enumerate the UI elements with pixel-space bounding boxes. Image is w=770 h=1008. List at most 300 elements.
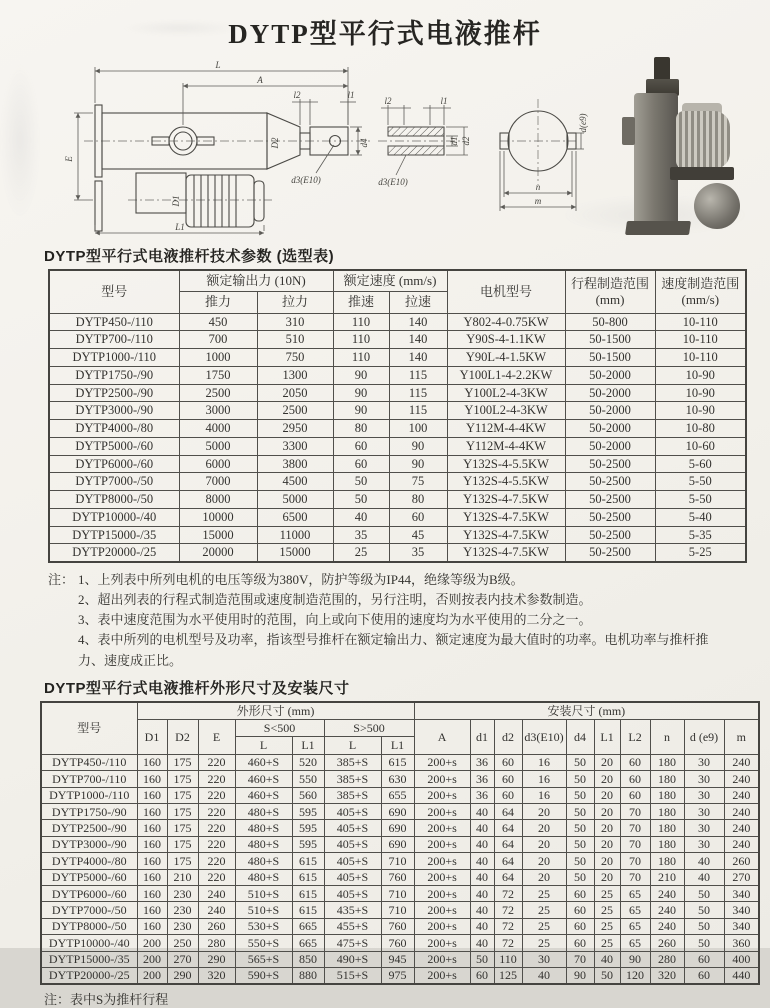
value-cell: 515+S bbox=[324, 967, 381, 984]
value-cell: 20 bbox=[594, 804, 620, 820]
value-cell: 60 bbox=[684, 967, 724, 984]
value-cell: 5-50 bbox=[655, 491, 746, 509]
photo-motor bbox=[676, 111, 730, 169]
value-cell: 25 bbox=[522, 902, 566, 918]
value-cell: 160 bbox=[137, 918, 167, 934]
table1-caption: DYTP型平行式电液推杆技术参数 (选型表) bbox=[44, 248, 335, 265]
value-cell: 405+S bbox=[324, 886, 381, 902]
col-A: A bbox=[414, 720, 470, 755]
value-cell: 90 bbox=[620, 951, 650, 967]
value-cell: 15000 bbox=[257, 544, 333, 562]
value-cell: Y100L1-4-2.2KW bbox=[447, 366, 565, 384]
value-cell: 240 bbox=[724, 836, 759, 852]
value-cell: 480+S bbox=[235, 869, 292, 885]
model-cell: DYTP700-/110 bbox=[49, 331, 179, 349]
value-cell: 50-1500 bbox=[565, 349, 655, 367]
value-cell: 60 bbox=[494, 787, 522, 803]
value-cell: 710 bbox=[381, 902, 414, 918]
photo-piston-rod bbox=[654, 57, 670, 81]
value-cell: 160 bbox=[137, 787, 167, 803]
value-cell: 20 bbox=[522, 820, 566, 836]
technical-drawing bbox=[48, 55, 588, 239]
value-cell: 160 bbox=[137, 886, 167, 902]
value-cell: 175 bbox=[167, 853, 198, 869]
value-cell: 2050 bbox=[257, 384, 333, 402]
value-cell: 50-2500 bbox=[565, 508, 655, 526]
value-cell: 160 bbox=[137, 820, 167, 836]
note-item: 3、表中速度范围为水平使用时的范围，向上或向下使用的速度均为水平使用的二分之一。 bbox=[78, 612, 592, 628]
value-cell: 20 bbox=[594, 820, 620, 836]
value-cell: 110 bbox=[494, 951, 522, 967]
value-cell: 290 bbox=[198, 951, 235, 967]
model-cell: DYTP8000-/50 bbox=[41, 918, 137, 934]
photo-motor-band bbox=[670, 167, 734, 180]
value-cell: 160 bbox=[137, 902, 167, 918]
value-cell: 40 bbox=[684, 853, 724, 869]
value-cell: 180 bbox=[650, 787, 684, 803]
value-cell: 25 bbox=[522, 918, 566, 934]
value-cell: 175 bbox=[167, 804, 198, 820]
value-cell: 880 bbox=[292, 967, 324, 984]
value-cell: 65 bbox=[620, 918, 650, 934]
col-stroke-range bbox=[565, 270, 655, 313]
value-cell: 455+S bbox=[324, 918, 381, 934]
value-cell: Y90S-4-1.1KW bbox=[447, 331, 565, 349]
table-row bbox=[49, 455, 746, 473]
value-cell: 65 bbox=[620, 935, 650, 951]
value-cell: 175 bbox=[167, 754, 198, 770]
model-cell: DYTP450-/110 bbox=[41, 754, 137, 770]
value-cell: 1750 bbox=[179, 366, 257, 384]
value-cell: 90 bbox=[389, 455, 447, 473]
value-cell: 6000 bbox=[179, 455, 257, 473]
value-cell: 5-35 bbox=[655, 526, 746, 544]
value-cell: 7000 bbox=[179, 473, 257, 491]
model-cell: DYTP15000-/35 bbox=[49, 526, 179, 544]
value-cell: 340 bbox=[724, 918, 759, 934]
value-cell: 2500 bbox=[179, 384, 257, 402]
table-row bbox=[49, 437, 746, 455]
value-cell: 550 bbox=[292, 771, 324, 787]
value-cell: 20 bbox=[594, 853, 620, 869]
value-cell: 11000 bbox=[257, 526, 333, 544]
col-model: 型号 bbox=[49, 270, 179, 313]
dim-label-L1: L1 bbox=[175, 222, 185, 232]
value-cell: 25 bbox=[333, 544, 389, 562]
value-cell: 405+S bbox=[324, 804, 381, 820]
value-cell: 10-90 bbox=[655, 402, 746, 420]
value-cell: 360 bbox=[724, 935, 759, 951]
value-cell: 200+s bbox=[414, 754, 470, 770]
value-cell: 200 bbox=[137, 951, 167, 967]
value-cell: Y112M-4-4KW bbox=[447, 420, 565, 438]
value-cell: 30 bbox=[684, 804, 724, 820]
value-cell: 90 bbox=[333, 384, 389, 402]
note-item: 1、上列表中所列电机的电压等级为380V，防护等级为IP44，绝缘等级为B级。 bbox=[78, 572, 524, 587]
value-cell: 3000 bbox=[179, 402, 257, 420]
value-cell: 70 bbox=[620, 836, 650, 852]
value-cell: 270 bbox=[724, 869, 759, 885]
value-cell: 405+S bbox=[324, 853, 381, 869]
value-cell: 590+S bbox=[235, 967, 292, 984]
value-cell: 180 bbox=[650, 804, 684, 820]
col-L1-gt: L1 bbox=[381, 737, 414, 754]
value-cell: 50 bbox=[684, 902, 724, 918]
value-cell: 220 bbox=[198, 869, 235, 885]
value-cell: 50-2500 bbox=[565, 526, 655, 544]
table-row bbox=[41, 918, 759, 934]
model-cell: DYTP10000-/40 bbox=[49, 508, 179, 526]
col-speed-range-line2: (mm/s) bbox=[681, 291, 720, 307]
value-cell: 200+s bbox=[414, 967, 470, 984]
value-cell: Y132S-4-7.5KW bbox=[447, 491, 565, 509]
col-stroke-range-line2: (mm) bbox=[595, 291, 625, 307]
model-cell: DYTP8000-/50 bbox=[49, 491, 179, 509]
value-cell: 530+S bbox=[235, 918, 292, 934]
value-cell: 50 bbox=[566, 754, 594, 770]
value-cell: 90 bbox=[566, 967, 594, 984]
table-row bbox=[49, 366, 746, 384]
value-cell: 240 bbox=[724, 754, 759, 770]
value-cell: 64 bbox=[494, 836, 522, 852]
col-stroke-range-line1: 行程制造范围 bbox=[571, 275, 650, 291]
value-cell: 35 bbox=[333, 526, 389, 544]
value-cell: Y132S-4-7.5KW bbox=[447, 508, 565, 526]
dim-label-A: A bbox=[257, 75, 263, 85]
value-cell: 760 bbox=[381, 935, 414, 951]
value-cell: 210 bbox=[167, 869, 198, 885]
value-cell: 5-40 bbox=[655, 508, 746, 526]
value-cell: 50 bbox=[566, 820, 594, 836]
value-cell: 30 bbox=[684, 754, 724, 770]
header-row bbox=[41, 720, 759, 737]
value-cell: 200+s bbox=[414, 869, 470, 885]
value-cell: 90 bbox=[333, 366, 389, 384]
dim-label-d4: d4 bbox=[359, 138, 369, 148]
model-cell: DYTP6000-/60 bbox=[41, 886, 137, 902]
value-cell: 60 bbox=[566, 902, 594, 918]
model-cell: DYTP7000-/50 bbox=[49, 473, 179, 491]
model-cell: DYTP20000-/25 bbox=[49, 544, 179, 562]
value-cell: 400 bbox=[724, 951, 759, 967]
value-cell: 290 bbox=[167, 967, 198, 984]
value-cell: 40 bbox=[470, 902, 494, 918]
model-cell: DYTP10000-/40 bbox=[41, 935, 137, 951]
value-cell: 50-1500 bbox=[565, 331, 655, 349]
table-row bbox=[49, 544, 746, 562]
value-cell: 40 bbox=[684, 869, 724, 885]
value-cell: 510 bbox=[257, 331, 333, 349]
value-cell: 220 bbox=[198, 771, 235, 787]
value-cell: 100 bbox=[389, 420, 447, 438]
value-cell: 565+S bbox=[235, 951, 292, 967]
value-cell: 40 bbox=[470, 886, 494, 902]
value-cell: Y132S-4-5.5KW bbox=[447, 473, 565, 491]
value-cell: 320 bbox=[650, 967, 684, 984]
model-cell: DYTP3000-/90 bbox=[41, 836, 137, 852]
table-row bbox=[49, 491, 746, 509]
table-row bbox=[41, 902, 759, 918]
value-cell: 35 bbox=[389, 544, 447, 562]
value-cell: 60 bbox=[333, 455, 389, 473]
value-cell: 50 bbox=[333, 491, 389, 509]
col-rated-force: 额定输出力 (10N) bbox=[179, 270, 333, 292]
value-cell: 64 bbox=[494, 804, 522, 820]
table-row bbox=[49, 526, 746, 544]
value-cell: 260 bbox=[198, 918, 235, 934]
value-cell: 125 bbox=[494, 967, 522, 984]
value-cell: 10000 bbox=[179, 508, 257, 526]
value-cell: 110 bbox=[333, 349, 389, 367]
value-cell: 50-2500 bbox=[565, 473, 655, 491]
value-cell: 40 bbox=[470, 820, 494, 836]
page-title: DYTP型平行式电液推杆 bbox=[228, 19, 542, 49]
value-cell: 25 bbox=[522, 935, 566, 951]
table-row bbox=[49, 331, 746, 349]
scan-artifact bbox=[0, 60, 40, 220]
value-cell: 560 bbox=[292, 787, 324, 803]
notes-label: 注： bbox=[48, 572, 75, 587]
model-cell: DYTP20000-/25 bbox=[41, 967, 137, 984]
value-cell: 460+S bbox=[235, 787, 292, 803]
model-cell: DYTP1000-/110 bbox=[41, 787, 137, 803]
value-cell: 280 bbox=[198, 935, 235, 951]
value-cell: 50 bbox=[470, 951, 494, 967]
value-cell: 5-50 bbox=[655, 473, 746, 491]
model-cell: DYTP2500-/90 bbox=[41, 820, 137, 836]
value-cell: 230 bbox=[167, 886, 198, 902]
value-cell: 20 bbox=[594, 787, 620, 803]
value-cell: 70 bbox=[620, 869, 650, 885]
product-photo bbox=[594, 55, 759, 239]
col-L-lt: L bbox=[235, 737, 292, 754]
value-cell: 220 bbox=[198, 836, 235, 852]
value-cell: 90 bbox=[333, 402, 389, 420]
value-cell: 60 bbox=[566, 935, 594, 951]
value-cell: Y100L2-4-3KW bbox=[447, 402, 565, 420]
value-cell: 10-110 bbox=[655, 349, 746, 367]
value-cell: 8000 bbox=[179, 491, 257, 509]
value-cell: 615 bbox=[292, 902, 324, 918]
value-cell: 3800 bbox=[257, 455, 333, 473]
value-cell: 60 bbox=[620, 787, 650, 803]
value-cell: 270 bbox=[167, 951, 198, 967]
value-cell: 200+s bbox=[414, 902, 470, 918]
value-cell: 200+s bbox=[414, 918, 470, 934]
value-cell: 710 bbox=[381, 853, 414, 869]
value-cell: 20 bbox=[522, 836, 566, 852]
model-cell: DYTP700-/110 bbox=[41, 771, 137, 787]
value-cell: 36 bbox=[470, 754, 494, 770]
col-pull-speed: 拉速 bbox=[389, 292, 447, 313]
value-cell: 230 bbox=[167, 902, 198, 918]
note-item: 2、超出列表的行程式制造范围或速度制造范围的，另行注明，否则按表内技术参数制造。 bbox=[78, 592, 592, 608]
col-d4: d4 bbox=[566, 720, 594, 755]
value-cell: 25 bbox=[594, 918, 620, 934]
value-cell: 10-110 bbox=[655, 313, 746, 331]
dim-label-d2: d2 bbox=[461, 136, 471, 146]
value-cell: 36 bbox=[470, 787, 494, 803]
bottom-note: 注：表中S为推杆行程 bbox=[44, 992, 169, 1008]
table2-caption: DYTP型平行式电液推杆外形尺寸及安装尺寸 bbox=[44, 679, 350, 697]
table-row bbox=[49, 384, 746, 402]
value-cell: 40 bbox=[470, 804, 494, 820]
col-push-speed: 推速 bbox=[333, 292, 389, 313]
value-cell: 710 bbox=[381, 886, 414, 902]
notes-block bbox=[48, 570, 716, 671]
value-cell: 180 bbox=[650, 836, 684, 852]
value-cell: 615 bbox=[292, 869, 324, 885]
value-cell: 64 bbox=[494, 869, 522, 885]
value-cell: 690 bbox=[381, 836, 414, 852]
value-cell: 250 bbox=[167, 935, 198, 951]
value-cell: 20 bbox=[594, 771, 620, 787]
spec-table bbox=[48, 269, 747, 563]
value-cell: 25 bbox=[594, 902, 620, 918]
col-push-force: 推力 bbox=[179, 292, 257, 313]
value-cell: 200 bbox=[137, 967, 167, 984]
value-cell: 20 bbox=[522, 853, 566, 869]
table-row bbox=[41, 836, 759, 852]
value-cell: 40 bbox=[470, 869, 494, 885]
col-d-e9: d (e9) bbox=[684, 720, 724, 755]
value-cell: 240 bbox=[724, 804, 759, 820]
value-cell: Y132S-4-7.5KW bbox=[447, 544, 565, 562]
model-cell: DYTP1750-/90 bbox=[49, 366, 179, 384]
value-cell: 210 bbox=[650, 869, 684, 885]
value-cell: 70 bbox=[620, 853, 650, 869]
value-cell: 160 bbox=[137, 869, 167, 885]
value-cell: 435+S bbox=[324, 902, 381, 918]
value-cell: 20000 bbox=[179, 544, 257, 562]
dim-label-n: n bbox=[535, 182, 541, 192]
value-cell: 10-90 bbox=[655, 366, 746, 384]
col-outline-group: 外形尺寸 (mm) bbox=[137, 702, 414, 720]
value-cell: 72 bbox=[494, 918, 522, 934]
value-cell: 60 bbox=[333, 437, 389, 455]
value-cell: 180 bbox=[650, 754, 684, 770]
dimension-table bbox=[40, 701, 760, 986]
value-cell: 180 bbox=[650, 771, 684, 787]
value-cell: 760 bbox=[381, 918, 414, 934]
value-cell: 50 bbox=[566, 869, 594, 885]
value-cell: 220 bbox=[198, 754, 235, 770]
table-row bbox=[49, 313, 746, 331]
value-cell: 30 bbox=[684, 771, 724, 787]
dim-label-d3: d3(E10) bbox=[378, 177, 408, 187]
value-cell: 655 bbox=[381, 787, 414, 803]
photo-cylinder-body bbox=[634, 93, 678, 225]
value-cell: 220 bbox=[198, 787, 235, 803]
table-row bbox=[41, 967, 759, 984]
table-row bbox=[49, 402, 746, 420]
value-cell: 200+s bbox=[414, 787, 470, 803]
value-cell: 60 bbox=[389, 508, 447, 526]
value-cell: 220 bbox=[198, 820, 235, 836]
value-cell: 240 bbox=[198, 886, 235, 902]
value-cell: 5-60 bbox=[655, 455, 746, 473]
value-cell: 240 bbox=[724, 820, 759, 836]
header-row bbox=[41, 702, 759, 720]
value-cell: 1000 bbox=[179, 349, 257, 367]
value-cell: 615 bbox=[292, 853, 324, 869]
value-cell: 50 bbox=[566, 771, 594, 787]
value-cell: 180 bbox=[650, 853, 684, 869]
value-cell: 280 bbox=[650, 951, 684, 967]
value-cell: 120 bbox=[620, 967, 650, 984]
value-cell: 40 bbox=[333, 508, 389, 526]
value-cell: 595 bbox=[292, 804, 324, 820]
col-L1: L1 bbox=[594, 720, 620, 755]
model-cell: DYTP1000-/110 bbox=[49, 349, 179, 367]
value-cell: 70 bbox=[620, 804, 650, 820]
figure-row bbox=[48, 55, 760, 239]
value-cell: 72 bbox=[494, 886, 522, 902]
value-cell: 2500 bbox=[257, 402, 333, 420]
model-cell: DYTP5000-/60 bbox=[41, 869, 137, 885]
value-cell: 160 bbox=[137, 754, 167, 770]
table-row bbox=[41, 754, 759, 770]
table-row bbox=[49, 508, 746, 526]
value-cell: 40 bbox=[470, 918, 494, 934]
value-cell: 30 bbox=[684, 836, 724, 852]
table-row bbox=[49, 349, 746, 367]
value-cell: 595 bbox=[292, 836, 324, 852]
value-cell: 90 bbox=[389, 437, 447, 455]
value-cell: 115 bbox=[389, 384, 447, 402]
value-cell: 975 bbox=[381, 967, 414, 984]
value-cell: 65 bbox=[620, 902, 650, 918]
value-cell: 490+S bbox=[324, 951, 381, 967]
model-cell: DYTP450-/110 bbox=[49, 313, 179, 331]
value-cell: 70 bbox=[566, 951, 594, 967]
value-cell: 3300 bbox=[257, 437, 333, 455]
value-cell: 50 bbox=[684, 918, 724, 934]
value-cell: 450 bbox=[179, 313, 257, 331]
value-cell: 220 bbox=[198, 804, 235, 820]
col-L1-lt: L1 bbox=[292, 737, 324, 754]
model-cell: DYTP1750-/90 bbox=[41, 804, 137, 820]
table-row bbox=[49, 473, 746, 491]
value-cell: 72 bbox=[494, 935, 522, 951]
value-cell: 160 bbox=[137, 853, 167, 869]
table-row bbox=[41, 787, 759, 803]
value-cell: 30 bbox=[684, 787, 724, 803]
model-cell: DYTP7000-/50 bbox=[41, 902, 137, 918]
col-L2: L2 bbox=[620, 720, 650, 755]
table-row bbox=[41, 886, 759, 902]
value-cell: 175 bbox=[167, 820, 198, 836]
value-cell: 2950 bbox=[257, 420, 333, 438]
value-cell: 50 bbox=[566, 787, 594, 803]
value-cell: 320 bbox=[198, 967, 235, 984]
value-cell: 15000 bbox=[179, 526, 257, 544]
model-cell: DYTP4000-/80 bbox=[41, 853, 137, 869]
value-cell: 16 bbox=[522, 787, 566, 803]
value-cell: 20 bbox=[594, 836, 620, 852]
dim-label-l2: l2 bbox=[384, 96, 392, 106]
value-cell: 405+S bbox=[324, 836, 381, 852]
value-cell: 510+S bbox=[235, 886, 292, 902]
value-cell: 40 bbox=[470, 935, 494, 951]
dim-label-de9: d(e9) bbox=[578, 113, 588, 133]
value-cell: 850 bbox=[292, 951, 324, 967]
photo-base bbox=[625, 221, 691, 235]
value-cell: 50-2500 bbox=[565, 455, 655, 473]
value-cell: 460+S bbox=[235, 754, 292, 770]
value-cell: 50 bbox=[566, 804, 594, 820]
value-cell: 50-2000 bbox=[565, 366, 655, 384]
